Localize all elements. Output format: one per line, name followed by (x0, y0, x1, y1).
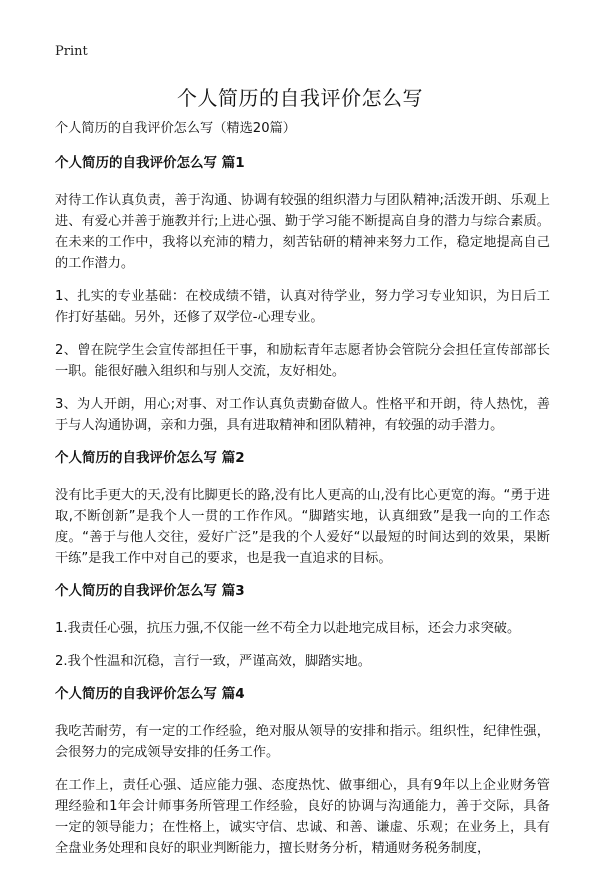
paragraph: 对待工作认真负责，善于沟通、协调有较强的组织潜力与团队精神;活泼开朗、乐观上进、有爱心并善于施教并行;上进心强、勤于学习能不断提高自身的潜力与综合素质。在未来的工作中，我将以充沛的精力，刻苦钻研的精神来努力工作，稳定地提高自己的工作潜力。 (55, 193, 550, 271)
paragraph: 2、曾在院学生会宣传部担任干事，和励耘青年志愿者协会管院分会担任宣传部部长一职。能很好融入组织和与别人交流，友好相处。 (55, 343, 550, 379)
paragraph: 在工作上，责任心强、适应能力强、态度热忱、做事细心，具有9年以上企业财务管理经验和1年会计师事务所管理工作经验，良好的协调与沟通能力，善于交际，具备一定的领导能力；在性格上，诚实守信、忠诚、和善、谦虚、乐观；在业务上，具有全盘业务处理和良好的职业判断能力，擅长财务分析，精通财务税务制度， (55, 778, 550, 856)
section-heading: 个人简历的自我评价怎么写 篇3 (55, 583, 245, 599)
section-3 (55, 581, 550, 672)
section-heading: 个人简历的自我评价怎么写 篇2 (55, 450, 245, 466)
paragraph: 3、为人开朗，用心;对事、对工作认真负责勤奋做人。性格平和开朗，待人热忱，善于与人沟通协调，亲和力强，具有进取精神和团队精神，有较强的动手潜力。 (55, 397, 550, 433)
paragraph: 1.我责任心强，抗压力强,不仅能一丝不苟全力以赴地完成目标，还会力求突破。 (55, 621, 521, 636)
section-1 (55, 153, 550, 436)
article-body (55, 118, 550, 871)
article-subtitle: 个人简历的自我评价怎么写（精选20篇） (55, 121, 296, 136)
section-heading: 个人简历的自我评价怎么写 篇4 (55, 686, 245, 702)
paragraph: 1、扎实的专业基础：在校成绩不错，认真对待学业，努力学习专业知识，为日后工作打好基础。另外，还修了双学位-心理专业。 (55, 289, 550, 325)
paragraph: 2.我个性温和沉稳，言行一致，严谨高效，脚踏实地。 (55, 654, 371, 669)
page-title: 个人简历的自我评价怎么写 (177, 86, 423, 110)
paragraph: 我吃苦耐劳，有一定的工作经验，绝对服从领导的安排和指示。组织性，纪律性强，会很努力的完成领导安排的任务工作。 (55, 724, 550, 760)
paragraph: 没有比手更大的天,没有比脚更长的路,没有比人更高的山,没有比心更宽的海。“勇于进取,不断创新”是我个人一贯的工作作风。“脚踏实地，认真细致”是我一向的工作态度。“善于与他人交往，爱好广泛”是我的个人爱好“以最短的时间达到的效果，果断干练”是我工作中对自己的要求，也是我一直追求的目标。 (55, 488, 550, 566)
section-2 (55, 448, 550, 569)
section-heading: 个人简历的自我评价怎么写 篇1 (55, 155, 245, 171)
section-4 (55, 684, 550, 859)
print-link[interactable]: Print (55, 44, 88, 59)
